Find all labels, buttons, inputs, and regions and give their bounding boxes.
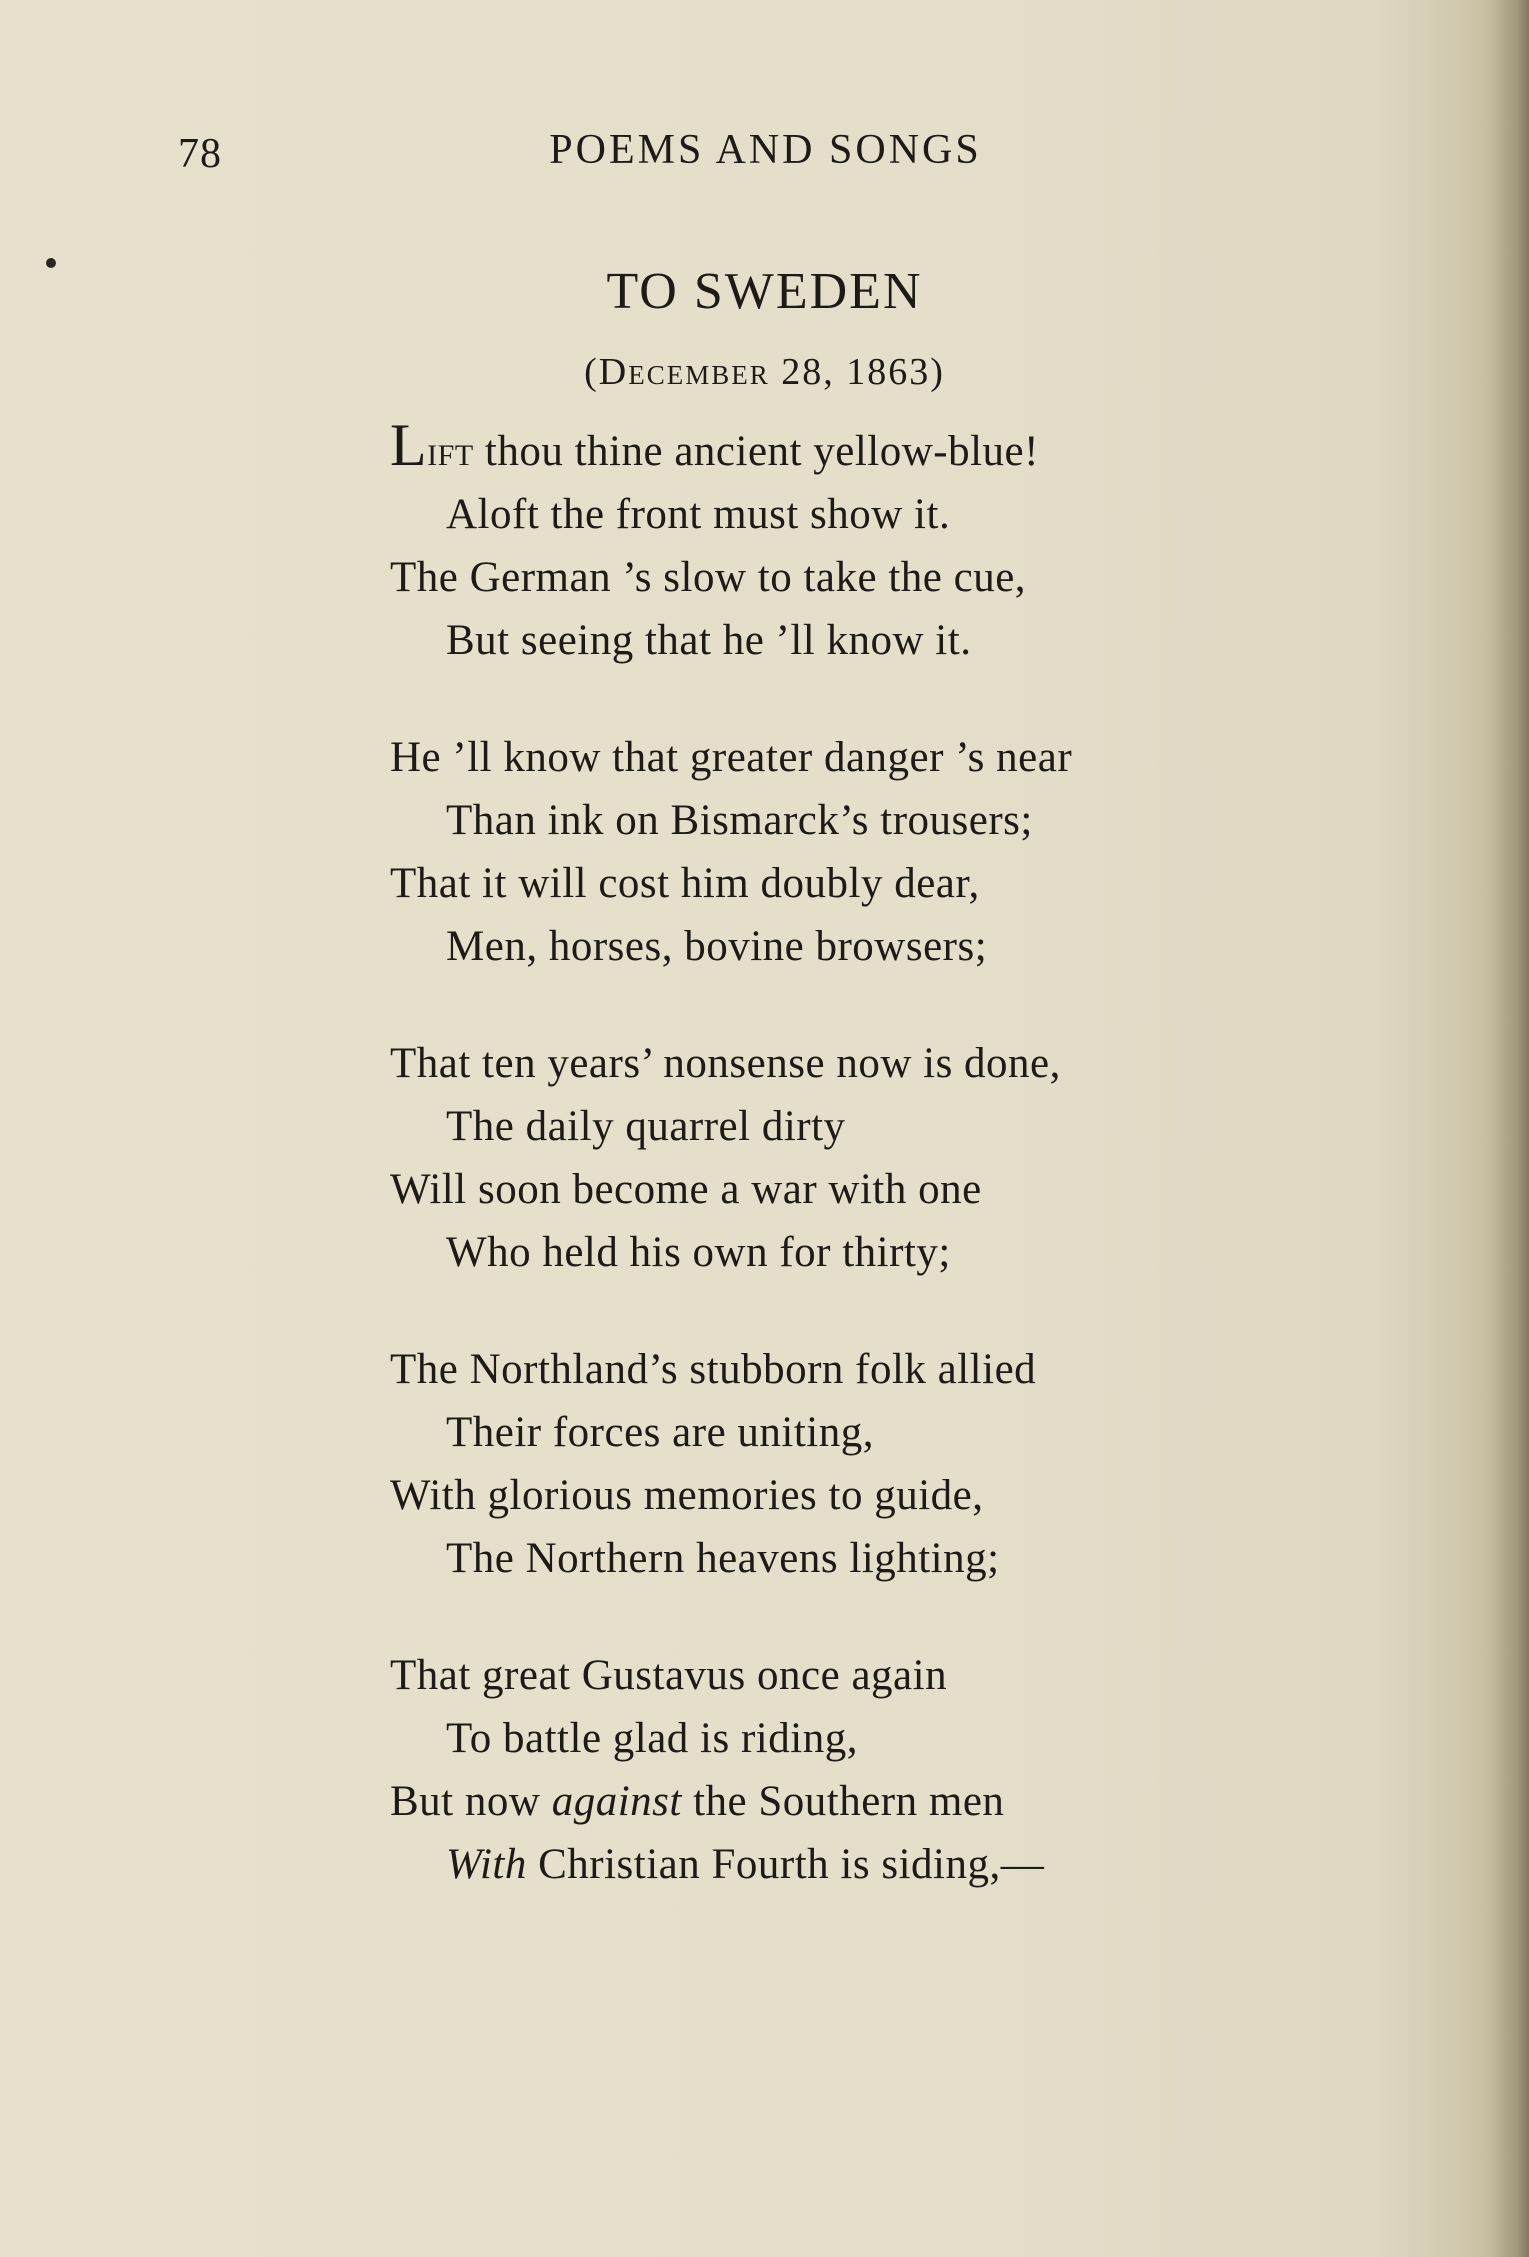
poem-line: The Northern heavens lighting; — [446, 1535, 1000, 1582]
drop-cap: L — [390, 412, 428, 478]
running-head — [0, 126, 1529, 174]
poem-line — [390, 1833, 1390, 1896]
poem-date: (December 28, 1863) — [584, 351, 945, 393]
italic-word: With — [446, 1841, 527, 1888]
page-edge-shadow — [1489, 0, 1529, 2257]
poem-line: The Northland’s stubborn folk allied — [390, 1346, 1037, 1393]
small-caps-word: ift — [427, 428, 474, 475]
stanza-1 — [390, 412, 1390, 672]
poem-line: Aloft the front must show it. — [446, 491, 951, 538]
poem-line: But seeing that he ’ll know it. — [446, 617, 972, 664]
poem-line: Men, horses, bovine browsers; — [446, 923, 988, 970]
poem-body — [390, 412, 1390, 1950]
poem-line: To battle glad is riding, — [446, 1715, 858, 1762]
poem-line: With glorious memories to guide, — [390, 1472, 984, 1519]
line-text: the Southern men — [681, 1778, 1005, 1825]
poem-line: Who held his own for thirty; — [446, 1229, 951, 1276]
poem-line: Their forces are uniting, — [446, 1409, 874, 1456]
stanza-5 — [390, 1644, 1390, 1896]
poem-line: That ten years’ nonsense now is done, — [390, 1040, 1061, 1087]
stanza-2 — [390, 726, 1390, 978]
poem-line: He ’ll know that greater danger ’s near — [390, 734, 1073, 781]
stanza-4 — [390, 1338, 1390, 1590]
poem-line — [390, 412, 1390, 483]
page-number: 78 — [178, 131, 222, 177]
poem-title: TO SWEDEN — [606, 263, 923, 320]
stanza-3 — [390, 1032, 1390, 1284]
line-text: thou thine ancient yellow-blue! — [473, 428, 1039, 475]
running-head-text: POEMS AND SONGS — [549, 127, 982, 173]
poem-line: That great Gustavus once again — [390, 1652, 948, 1699]
poem-line: Will soon become a war with one — [390, 1166, 982, 1213]
poem-line: The German ’s slow to take the cue, — [390, 554, 1027, 601]
line-text: But now — [390, 1778, 552, 1825]
line-text: Christian Fourth is siding,— — [526, 1841, 1045, 1888]
poem-line: That it will cost him doubly dear, — [390, 860, 980, 907]
italic-word: against — [551, 1778, 682, 1825]
poem-line: The daily quarrel dirty — [446, 1103, 846, 1150]
poem-line: Than ink on Bismarck’s trousers; — [446, 797, 1033, 844]
poem-line — [390, 1770, 1390, 1833]
